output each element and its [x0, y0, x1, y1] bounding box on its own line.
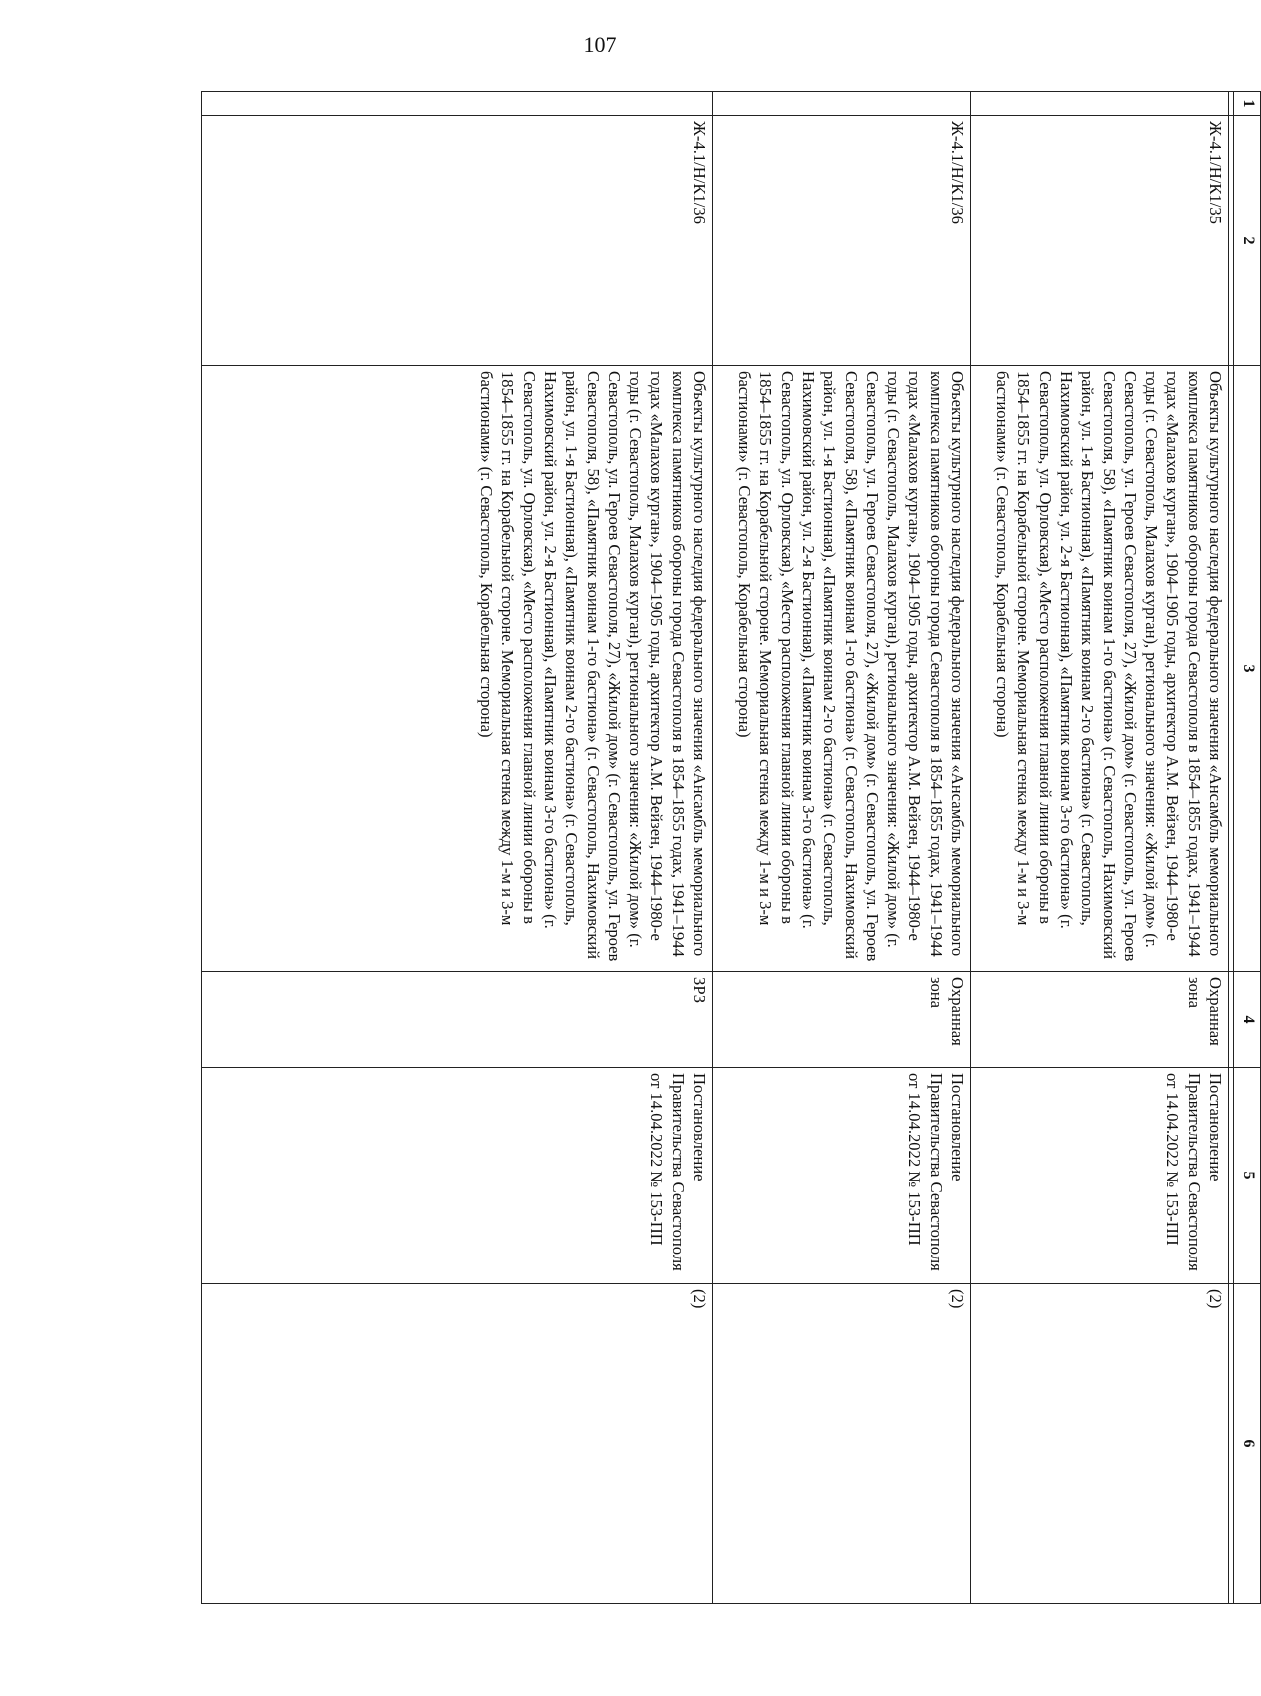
rotated-table-wrapper — [201, 91, 1261, 1603]
cell-note: (2) — [971, 1284, 1229, 1604]
table-row — [971, 92, 1229, 1604]
cell-code: Ж-4.1/Н/К1/36 — [713, 116, 971, 366]
column-number-row — [1234, 92, 1261, 1604]
column-number-5: 5 — [1234, 1068, 1261, 1284]
cell-note: (2) — [202, 1284, 713, 1604]
table-row — [202, 92, 713, 1604]
cell-col1 — [713, 92, 971, 116]
cell-description: Объекты культурного наследия федерального значения «Ансамбль мемориального комплекса памятников обороны города Севастополя в 1854–1855 годах, 1941–1944 годах «Малахов курган», 1904–1905 годы, архитектор А.М. Вейзен, 1944–1980-е годы (г. Севастополь, Малахов курган), регионального значения: «Жилой дом» (г. Севастополь, ул. Героев Севастополя, 27), «Жилой дом» (г. Севастополь, ул. Героев Севастополя, 58), «Памятник воинам 1-го бастиона» (г. Севастополь, Нахимовский район, ул. 1-я Бастионная), «Памятник воинам 2-го бастиона» (г. Севастополь, Нахимовский район, ул. 2-я Бастионная), «Памятник воинам 3-го бастиона» (г. Севастополь, ул. Орловская), «Место расположения главной линии обороны в 1854–1855 гг. на Корабельной стороне. Мемориальная стенка между 1-м и 3-м бастионами» (г. Севастополь, Корабельная сторона) — [713, 366, 971, 972]
table-row — [713, 92, 971, 1604]
cell-document: Постановление Правительства Севастополя от 14.04.2022 № 153-ПП — [971, 1068, 1229, 1284]
cell-description: Объекты культурного наследия федерального значения «Ансамбль мемориального комплекса памятников обороны города Севастополя в 1854–1855 годах, 1941–1944 годах «Малахов курган», 1904–1905 годы, архитектор А.М. Вейзен, 1944–1980-е годы (г. Севастополь, Малахов курган), регионального значения: «Жилой дом» (г. Севастополь, ул. Героев Севастополя, 27), «Жилой дом» (г. Севастополь, ул. Героев Севастополя, 58), «Памятник воинам 1-го бастиона» (г. Севастополь, Нахимовский район, ул. 1-я Бастионная), «Памятник воинам 2-го бастиона» (г. Севастополь, Нахимовский район, ул. 2-я Бастионная), «Памятник воинам 3-го бастиона» (г. Севастополь, ул. Орловская), «Место расположения главной линии обороны в 1854–1855 гг. на Корабельной стороне. Мемориальная стенка между 1-м и 3-м бастионами» (г. Севастополь, Корабельная сторона) — [202, 366, 713, 972]
column-number-2: 2 — [1234, 116, 1261, 366]
cell-code: Ж-4.1/Н/К1/35 — [971, 116, 1229, 366]
cell-description: Объекты культурного наследия федерального значения «Ансамбль мемориального комплекса памятников обороны города Севастополя в 1854–1855 годах, 1941–1944 годах «Малахов курган», 1904–1905 годы, архитектор А.М. Вейзен, 1944–1980-е годы (г. Севастополь, Малахов курган), регионального значения: «Жилой дом» (г. Севастополь, ул. Героев Севастополя, 27), «Жилой дом» (г. Севастополь, ул. Героев Севастополя, 58), «Памятник воинам 1-го бастиона» (г. Севастополь, Нахимовский район, ул. 1-я Бастионная), «Памятник воинам 2-го бастиона» (г. Севастополь, Нахимовский район, ул. 2-я Бастионная), «Памятник воинам 3-го бастиона» (г. Севастополь, ул. Орловская), «Место расположения главной линии обороны в 1854–1855 гг. на Корабельной стороне. Мемориальная стенка между 1-м и 3-м бастионами» (г. Севастополь, Корабельная сторона) — [971, 366, 1229, 972]
header-spacer-row — [1229, 92, 1234, 1604]
cell-zone: ЗРЗ — [202, 972, 713, 1068]
page-number: 107 — [583, 32, 617, 57]
cell-document: Постановление Правительства Севастополя от 14.04.2022 № 153-ПП — [713, 1068, 971, 1284]
column-number-1: 1 — [1234, 92, 1261, 116]
column-number-6: 6 — [1234, 1284, 1261, 1604]
cell-zone: Охранная зона — [713, 972, 971, 1068]
cell-code: Ж-4.1/Н/К1/36 — [202, 116, 713, 366]
column-number-3: 3 — [1234, 366, 1261, 972]
register-table — [201, 91, 1261, 1604]
cell-col1 — [971, 92, 1229, 116]
cell-document: Постановление Правительства Севастополя от 14.04.2022 № 153-ПП — [202, 1068, 713, 1284]
cell-note: (2) — [713, 1284, 971, 1604]
column-number-4: 4 — [1234, 972, 1261, 1068]
cell-col1 — [202, 92, 713, 116]
cell-zone: Охранная зона — [971, 972, 1229, 1068]
